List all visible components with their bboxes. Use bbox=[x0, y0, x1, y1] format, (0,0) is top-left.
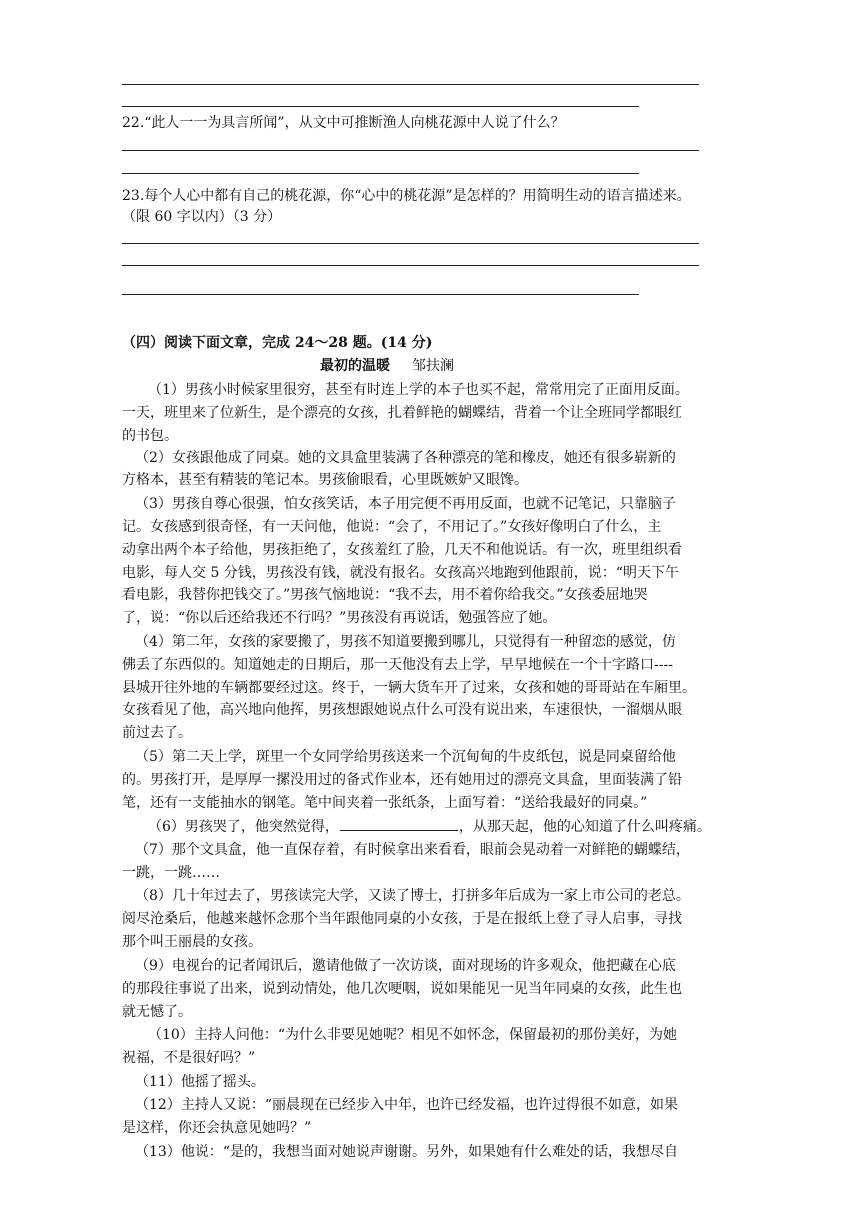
text-line: （8）几十年过去了，男孩读完大学，又读了博士，打拼多年后成为一家上市公司的老总。 bbox=[135, 888, 690, 904]
text-line: （13）他说：“是的，我想当面对她说声谢谢。另外，如果她有什么难处的话，我想尽自 bbox=[135, 1144, 678, 1160]
text-line: （2）女孩跟他成了同桌。她的文具盒里装满了各种漂亮的笔和橡皮，她还有很多崭新的 bbox=[135, 450, 676, 466]
text-line: 的书包。 bbox=[122, 428, 178, 444]
text-line: 女孩看见了他，高兴地向他挥，男孩想跟她说点什么可没有说出来，车速很快，一溜烟从眼 bbox=[122, 702, 682, 718]
text-line: （10）主持人问他：“为什么非要见她呢？相见不如怀念，保留最初的那份美好，为她 bbox=[148, 1027, 677, 1043]
text-line: 方格本，甚至有精装的笔记本。男孩偷眼看，心里既嫉妒又眼馋。 bbox=[122, 472, 528, 488]
text-line: 一跳，一跳…… bbox=[122, 865, 220, 881]
answer-line[interactable] bbox=[122, 243, 699, 244]
text-line: 记。女孩感到很奇怪，有一天问他，他说：“会了，不用记了。”女孩好像明白了什么，主 bbox=[122, 519, 662, 535]
text-line: 阅尽沧桑后，他越来越怀念那个当年跟他同桌的小女孩，于是在报纸上登了寻人启事，寻找 bbox=[122, 911, 682, 927]
article-author: 邹扶澜 bbox=[412, 358, 454, 374]
text-line: 佛丢了东西似的。知道她走的日期后，那一天他没有去上学，早早地候在一个十字路口---- bbox=[122, 657, 673, 673]
answer-line[interactable] bbox=[122, 150, 699, 151]
text-line: 电影，每人交 5 分钱，男孩没有钱，就没有报名。女孩高兴地跑到他跟前，说：“明天下午 bbox=[122, 565, 679, 581]
text-line: 看电影，我替你把钱交了。”男孩气恼地说：“我不去，用不着你给我交。”女孩委屈地哭 bbox=[122, 587, 648, 603]
text-line: （7）那个文具盒，他一直保存着，有时候拿出来看看，眼前会晃动着一对鲜艳的蝴蝶结， bbox=[135, 842, 690, 858]
answer-line[interactable] bbox=[122, 173, 639, 174]
text-line: （9）电视台的记者闻讯后，邀请他做了一次访谈，面对现场的许多观众，他把藏在心底 bbox=[135, 958, 676, 974]
text-line: 就无憾了。 bbox=[122, 1004, 192, 1020]
article-title-row bbox=[320, 356, 454, 376]
paragraph-6 bbox=[148, 816, 711, 837]
text-line: 了，说：“你以后还给我还不行吗？”男孩没有再说话，勉强答应了她。 bbox=[122, 610, 557, 626]
para6-after: ，从那天起，他的心知道了什么叫疼痛。 bbox=[458, 819, 711, 835]
text-line: 是这样，你还会执意见她吗？” bbox=[122, 1120, 312, 1136]
question-22: 22.“此人一一为具言所闻”，从文中可推断渔人向桃花源中人说了什么？ bbox=[122, 115, 565, 131]
question-23-line1: 23.每个人心中都有自己的桃花源，你“心中的桃花源”是怎样的？用简明生动的语言描述来。 bbox=[122, 188, 691, 204]
text-line: （4）第二年，女孩的家要搬了，男孩不知道要搬到哪儿，只觉得有一种留恋的感觉，仿 bbox=[135, 634, 676, 650]
question-23-line2: （限 60 字以内）（3 分） bbox=[122, 209, 282, 225]
text-line: （11）他摇了摇头。 bbox=[135, 1074, 265, 1090]
text-line: 县城开往外地的车辆都要经过这。终于，一辆大货车开了过来，女孩和她的哥哥站在车厢里。 bbox=[122, 680, 696, 696]
text-line: 的。男孩打开，是厚厚一摞没用过的备式作业本，还有她用过的漂亮文具盒，里面装满了铅 bbox=[122, 772, 682, 788]
para6-before: （6）男孩哭了，他突然觉得， bbox=[148, 819, 339, 835]
answer-line[interactable] bbox=[122, 265, 699, 266]
text-line: 笔，还有一支能抽水的钢笔。笔中间夹着一张纸条，上面写着：“送给我最好的同桌。” bbox=[122, 795, 648, 811]
text-line: 的那段往事说了出来，说到动情处，他几次哽咽，说如果能见一见当年同桌的女孩，此生也 bbox=[122, 981, 682, 997]
text-line: （12）主持人又说：“丽晨现在已经步入中年，也许已经发福，也许过得很不如意，如果 bbox=[135, 1097, 678, 1113]
text-line: （3）男孩自尊心很强，怕女孩笑话，本子用完便不再用反面，也就不记笔记，只靠脑子 bbox=[135, 496, 676, 512]
text-line: （5）第二天上学，斑里一个女同学给男孩送来一个沉甸甸的牛皮纸包，说是同桌留给他 bbox=[135, 749, 676, 765]
section-header: （四）阅读下面文章，完成 24～28 题。(14 分) bbox=[122, 335, 433, 351]
answer-line[interactable] bbox=[122, 294, 639, 295]
article-title: 最初的温暖 bbox=[320, 358, 390, 374]
text-line: 动拿出两个本子给他，男孩拒绝了，女孩羞红了脸，几天不和他说话。有一次，班里组织看 bbox=[122, 542, 682, 558]
answer-line[interactable] bbox=[122, 84, 699, 85]
text-line: 祝福，不是很好吗？” bbox=[122, 1050, 256, 1066]
text-line: 那个叫王丽晨的女孩。 bbox=[122, 934, 262, 950]
text-line: 前过去了。 bbox=[122, 725, 192, 741]
text-line: （1）男孩小时候家里很穷，甚至有时连上学的本子也买不起，常常用完了正面用反面。 bbox=[148, 382, 689, 398]
answer-line[interactable] bbox=[122, 106, 639, 107]
text-line: 一天，班里来了位新生，是个漂亮的女孩，扎着鲜艳的蝴蝶结，背着一个让全班同学都眼红 bbox=[122, 405, 682, 421]
fill-in-blank[interactable] bbox=[340, 816, 458, 831]
